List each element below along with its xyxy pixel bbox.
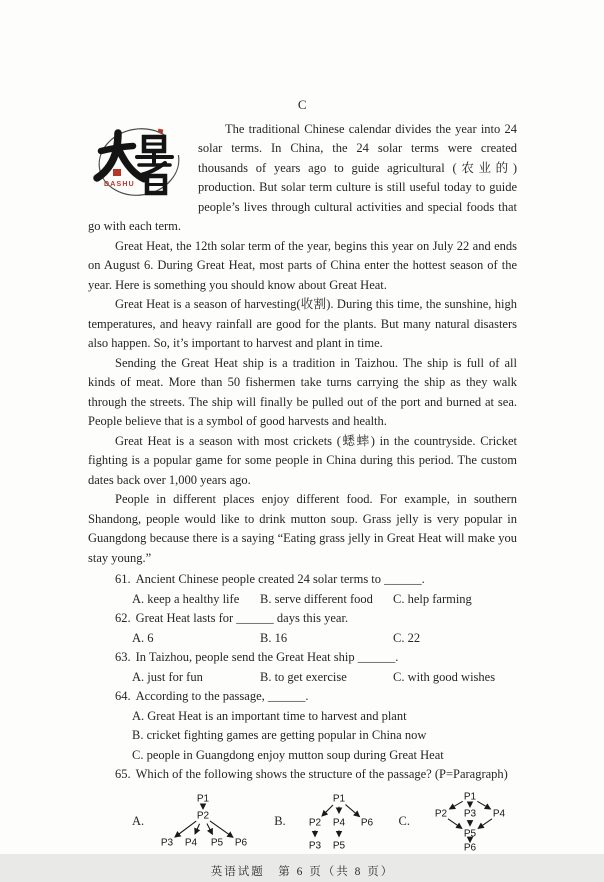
- paragraph-structure-chart-a: [151, 790, 257, 854]
- question-62: [115, 609, 517, 629]
- diagram-node: P6: [464, 842, 477, 853]
- option-b: B. to get exercise: [260, 668, 347, 688]
- diagram-node: P1: [333, 793, 346, 804]
- question-text: Which of the following shows the structure of the passage? (P=Paragraph): [136, 767, 508, 781]
- question-text: Ancient Chinese people created 24 solar terms to ______.: [136, 572, 425, 586]
- passage-paragraph-5: Great Heat is a season with most crickets (蟋蟀) in the countryside. Cricket fighting is a popular game for some people in China during this period. The custom dates back over 1,000 years ago.: [88, 432, 517, 491]
- question-number: 65.: [115, 767, 131, 781]
- diagram-node: P3: [309, 840, 322, 851]
- option-b: B. 16: [260, 629, 287, 649]
- diagram-node: P1: [197, 793, 210, 804]
- passage: [88, 120, 517, 569]
- red-seal-mark: [113, 169, 121, 176]
- question-number: 61.: [115, 572, 131, 586]
- question-number: 64.: [115, 689, 131, 703]
- option-b: B. cricket fighting games are getting popular in China now: [132, 726, 517, 746]
- dashu-caption: DASHU: [104, 181, 135, 188]
- section-label: C: [88, 95, 517, 115]
- diagram-node: P6: [361, 817, 374, 828]
- option-a: A. Great Heat is an important time to harvest and plant: [132, 707, 517, 727]
- question-number: 62.: [115, 611, 131, 625]
- structure-diagram-c: [399, 789, 517, 855]
- option-b: B. serve different food: [260, 590, 373, 610]
- option-a: A. keep a healthy life: [132, 590, 239, 610]
- structure-diagram-b: [274, 790, 384, 854]
- question-62-options: [88, 629, 517, 649]
- question-65: [115, 765, 517, 785]
- question-63: [115, 648, 517, 668]
- diagram-node: P2: [197, 810, 210, 821]
- question-61: [115, 570, 517, 590]
- paragraph-structure-chart-c: [417, 789, 517, 855]
- passage-paragraph-6: People in different places enjoy different food. For example, in southern Shandong, people would like to drink mutton soup. Grass jelly is very popular in Guangdong because there is a saying “Eating grass jelly in Great Heat will make you stay young.”: [88, 490, 517, 568]
- passage-paragraph-4: Sending the Great Heat ship is a tradition in Taizhou. The ship is full of all kinds of meat. More than 50 fishermen take turns carrying the ship as they walk through the streets. The ship will finally be pulled out of the port and burned at sea. People believe that is a symbol of good harvests and health.: [88, 354, 517, 432]
- diagram-node: P4: [493, 808, 506, 819]
- question-63-options: [88, 668, 517, 688]
- diagram-node: P5: [464, 828, 477, 839]
- diagram-node: P5: [333, 840, 346, 851]
- question-text: According to the passage, ______.: [136, 689, 309, 703]
- question-65-diagrams: [132, 789, 517, 855]
- question-64: [115, 687, 517, 707]
- diagram-node: P2: [309, 817, 322, 828]
- dashu-logo: [88, 123, 188, 201]
- option-a: A. 6: [132, 629, 154, 649]
- red-accent-mark: [158, 128, 164, 133]
- diagram-label: A.: [132, 812, 144, 832]
- question-number: 63.: [115, 650, 131, 664]
- passage-paragraph-3: Great Heat is a season of harvesting(收割). During this time, the sunshine, high temperatures, and heavy rainfall are good for the plants. But many natural disasters also happen. So, it’s important to harvest and plant in time.: [88, 295, 517, 354]
- diagram-node: P4: [185, 837, 198, 848]
- question-61-options: [88, 590, 517, 610]
- question-text: In Taizhou, people send the Great Heat ship ______.: [136, 650, 399, 664]
- diagram-node: P5: [211, 837, 224, 848]
- diagram-node: P6: [235, 837, 248, 848]
- diagram-label: B.: [274, 812, 285, 832]
- page-footer: 英语试题 第 6 页（共 8 页）: [88, 863, 517, 882]
- passage-paragraph-1: [88, 120, 517, 237]
- option-c: C. people in Guangdong enjoy mutton soup during Great Heat: [132, 746, 517, 766]
- option-c: C. help farming: [393, 590, 472, 610]
- questions-section: [88, 570, 517, 855]
- dashu-calligraphy-image: [88, 123, 188, 201]
- diagram-node: P1: [464, 791, 477, 802]
- question-64-options: [88, 707, 517, 766]
- diagram-node: P3: [161, 837, 174, 848]
- question-text: Great Heat lasts for ______ days this year.: [136, 611, 348, 625]
- diagram-node: P4: [333, 817, 346, 828]
- option-c: C. 22: [393, 629, 420, 649]
- structure-diagram-a: [132, 790, 257, 854]
- diagram-label: C.: [399, 812, 410, 832]
- passage-paragraph-2: Great Heat, the 12th solar term of the year, begins this year on July 22 and ends on August 6. During Great Heat, most parts of China enter the hottest season of the year. Here is something you should know about Great Heat.: [88, 237, 517, 296]
- option-c: C. with good wishes: [393, 668, 495, 688]
- option-a: A. just for fun: [132, 668, 203, 688]
- diagram-node: P3: [464, 808, 477, 819]
- paragraph-text: The traditional Chinese calendar divides the year into 24 solar terms. In China, the 24 solar terms were created thousands of years ago to guide agricultural (农业的) production. But solar term culture is still useful today to guide people’s lives through cultural activities and special foods that go with each term.: [88, 122, 517, 234]
- diagram-node: P2: [435, 808, 448, 819]
- paragraph-structure-chart-b: [293, 790, 385, 854]
